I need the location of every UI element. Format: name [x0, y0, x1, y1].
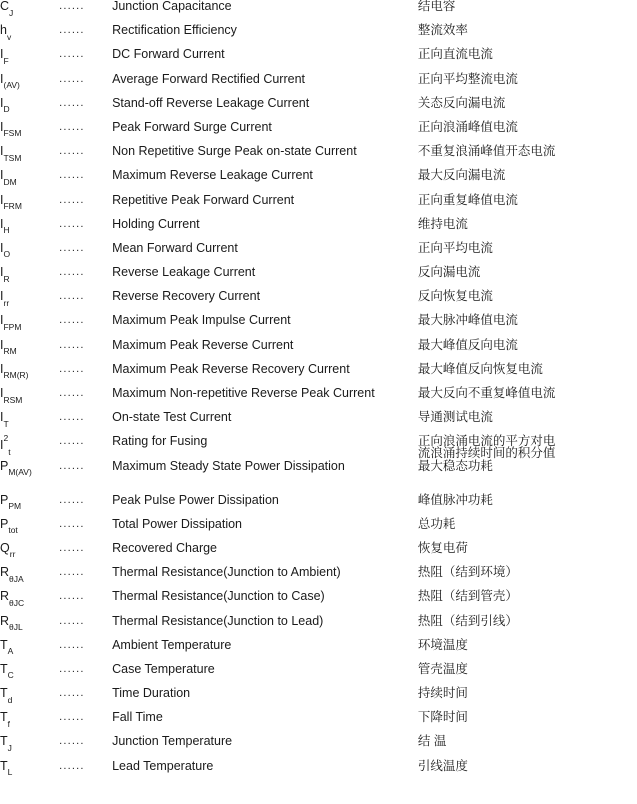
chinese-term-line: 反向漏电流: [417, 265, 481, 280]
symbol-base: I: [0, 168, 4, 183]
dot-leader: ......: [59, 387, 85, 399]
symbol-cell: [0, 663, 59, 687]
dot-leader: ......: [59, 193, 85, 206]
table-row: [0, 663, 637, 687]
chinese-term-line: 引线温度: [417, 758, 468, 773]
symbol-cell: [0, 711, 59, 735]
english-term: Rectification Efficiency: [112, 23, 237, 38]
table-row: [0, 218, 637, 242]
dot-leader: ......: [59, 493, 85, 506]
chinese-term: [418, 687, 637, 711]
english-term: Junction Temperature: [112, 734, 233, 749]
dot-leader: ......: [59, 24, 85, 37]
table-row: [0, 242, 637, 266]
symbol-base: R: [0, 613, 10, 628]
table-row: [0, 97, 637, 121]
dot-leader: ......: [59, 759, 85, 772]
symbol-cell: [0, 145, 59, 169]
english-term: Time Duration: [112, 686, 191, 701]
chinese-term: [418, 266, 637, 290]
symbol-subscript: f: [7, 718, 11, 729]
chinese-term: [418, 363, 637, 387]
symbol-cell: [0, 735, 59, 759]
dot-leader: ......: [59, 459, 85, 472]
chinese-term-line: 结电容: [417, 0, 456, 13]
chinese-term-line: 导通测试电流: [417, 410, 493, 425]
symbol-subscript: TSM: [3, 152, 22, 163]
dot-leader: ......: [59, 435, 85, 448]
symbol-subscript: M(AV): [8, 467, 32, 478]
symbol-cell: [0, 435, 59, 459]
english-term: Thermal Resistance(Junction to Case): [112, 589, 325, 604]
table-row: [0, 290, 637, 314]
symbol-cell: [0, 387, 59, 411]
dot-leader: ......: [59, 411, 85, 424]
symbol-base: I: [0, 144, 4, 159]
english-term: Lead Temperature: [112, 758, 214, 773]
symbol-subscript: T: [3, 418, 9, 429]
symbol-subscript: (AV): [3, 80, 20, 91]
symbol-cell: [0, 687, 59, 711]
chinese-term: [418, 411, 637, 435]
symbol-base: Q: [0, 540, 10, 555]
chinese-term-line: 关态反向漏电流: [417, 95, 506, 110]
symbol-cell: [0, 542, 59, 566]
table-row: [0, 711, 637, 735]
symbol-subscript: θJL: [9, 622, 23, 632]
table-row: [0, 48, 637, 72]
dot-leader: ......: [59, 241, 85, 254]
symbol-base: h: [0, 23, 7, 38]
symbol-cell: [0, 615, 59, 639]
english-term: Stand-off Reverse Leakage Current: [112, 95, 310, 110]
chinese-term: [418, 494, 637, 518]
chinese-term: [418, 169, 637, 193]
symbol-base: T: [0, 661, 8, 676]
symbol-cell: [0, 760, 59, 784]
dot-leader: ......: [59, 0, 85, 12]
symbol-base: I: [0, 192, 4, 207]
table-row: [0, 387, 637, 411]
table-row: [0, 314, 637, 338]
english-term: Rating for Fusing: [112, 434, 208, 449]
table-row: [0, 735, 637, 759]
chinese-term: [418, 0, 637, 24]
table-row: [0, 411, 637, 435]
table-row: [0, 518, 637, 542]
chinese-term: [418, 518, 637, 542]
symbol-base: T: [0, 686, 8, 701]
dot-leader: ......: [59, 169, 85, 182]
symbol-subscript: L: [7, 767, 13, 778]
table-row: [0, 145, 637, 169]
dot-leader: ......: [59, 120, 85, 133]
symbol-base: P: [0, 458, 9, 473]
dot-leader: ......: [59, 96, 85, 109]
symbol-base: I: [0, 240, 4, 255]
symbol-base: I: [0, 47, 4, 62]
table-row: [0, 615, 637, 639]
dot-leader: ......: [59, 662, 85, 675]
chinese-term-line: 最大脉冲峰值电流: [417, 313, 518, 328]
dot-leader: ......: [59, 614, 85, 627]
symbol-cell: [0, 218, 59, 242]
chinese-term: [418, 590, 637, 614]
chinese-term-line: 正向浪涌电流的平方对电: [417, 434, 556, 449]
english-term: DC Forward Current: [112, 47, 225, 62]
table-row: [0, 0, 637, 24]
english-term: Maximum Peak Reverse Current: [112, 337, 294, 352]
english-term: Mean Forward Current: [112, 240, 238, 255]
chinese-term: [418, 24, 637, 48]
symbol-cell: [0, 121, 59, 145]
chinese-term-line: 正向直流电流: [417, 47, 493, 62]
symbol-cell: [0, 363, 59, 387]
table-row: [0, 73, 637, 97]
chinese-term: [418, 542, 637, 566]
table-row: [0, 590, 637, 614]
table-row: [0, 435, 637, 459]
symbol-base: I: [0, 95, 4, 110]
table-row: [0, 687, 637, 711]
dot-leader: ......: [59, 517, 85, 530]
english-term: Junction Capacitance: [112, 0, 232, 13]
symbol-cell: [0, 590, 59, 614]
chinese-term: [418, 194, 637, 218]
symbol-subscript: θJC: [9, 597, 25, 608]
chinese-term-line: 结 温: [417, 734, 447, 749]
table-row: [0, 566, 637, 590]
symbol-subscript: FSM: [3, 128, 22, 139]
symbol-subscript: PM: [8, 501, 22, 512]
symbol-subscript: rr: [9, 549, 16, 560]
chinese-term: [418, 663, 637, 687]
chinese-term: [418, 290, 637, 314]
symbol-subscript: RM: [3, 346, 17, 357]
dot-leader: ......: [59, 711, 85, 724]
chinese-term-line: 维持电流: [417, 216, 468, 231]
dot-leader: ......: [59, 566, 85, 579]
english-term: Repetitive Peak Forward Current: [112, 192, 295, 207]
symbol-base: T: [0, 734, 8, 749]
table-row: [0, 760, 637, 784]
table-row: [0, 121, 637, 145]
chinese-term-line: 最大反向漏电流: [417, 168, 506, 183]
symbol-subscript: D: [3, 104, 10, 115]
symbol-base: T: [0, 758, 8, 773]
english-term: Peak Pulse Power Dissipation: [112, 492, 279, 507]
table-row: [0, 169, 637, 193]
dot-leader: ......: [59, 48, 85, 61]
symbol-subscript: tot: [8, 525, 18, 536]
chinese-term: [418, 73, 637, 97]
symbol-cell: [0, 339, 59, 363]
symbol-cell: [0, 290, 59, 314]
table-row: [0, 542, 637, 566]
symbol-subscript: t: [8, 447, 11, 458]
symbol-base: I: [0, 265, 4, 280]
symbol-base: C: [0, 0, 10, 13]
english-term: Maximum Non-repetitive Reverse Peak Current: [112, 386, 375, 400]
table-row: [0, 194, 637, 218]
chinese-term-line: 热阻（结到引线）: [417, 613, 518, 628]
chinese-term-line: 反向恢复电流: [417, 289, 493, 304]
chinese-term: [418, 435, 637, 459]
chinese-term-line: 最大稳态功耗: [417, 458, 493, 473]
symbol-subscript: A: [7, 646, 14, 657]
table-row: [0, 266, 637, 290]
chinese-term-line: 热阻（结到环境）: [417, 565, 518, 580]
symbol-subscript: θJA: [9, 573, 24, 584]
chinese-term: [418, 711, 637, 735]
chinese-term-line: 最大反向不重复峰值电流: [417, 386, 556, 400]
symbol-subscript: d: [7, 694, 13, 705]
english-term: Maximum Peak Impulse Current: [112, 313, 291, 328]
symbol-base: R: [0, 565, 10, 580]
symbol-subscript: v: [6, 31, 12, 42]
symbol-cell: [0, 518, 59, 542]
chinese-term-line: 持续时间: [417, 686, 468, 701]
dot-leader: ......: [59, 338, 85, 351]
symbol-cell: [0, 24, 59, 48]
symbol-subscript: RSM: [3, 394, 23, 405]
table-row: [0, 24, 637, 48]
chinese-term: [418, 387, 637, 411]
symbol-base: I: [0, 313, 4, 328]
english-term: Thermal Resistance(Junction to Ambient): [112, 565, 341, 580]
symbol-base: I: [0, 289, 4, 304]
chinese-term-line: 不重复浪涌峰值开态电流: [417, 144, 556, 159]
symbol-cell: [0, 266, 59, 290]
symbol-base: I: [0, 216, 4, 231]
dot-leader: ......: [59, 314, 85, 327]
chinese-term: [418, 460, 637, 494]
symbol-subscript: rr: [3, 297, 10, 308]
dot-leader: ......: [59, 638, 85, 651]
dot-leader: ......: [59, 145, 85, 158]
chinese-term-line: 最大峰值反向电流: [417, 337, 518, 352]
symbol-cell: [0, 639, 59, 663]
english-term: Recovered Charge: [112, 540, 218, 555]
english-term: Non Repetitive Surge Peak on-state Current: [112, 144, 357, 159]
chinese-term-line: 热阻（结到管壳）: [417, 589, 518, 604]
symbol-subscript: J: [9, 7, 14, 18]
table-row: [0, 363, 637, 387]
chinese-term-line: 整流效率: [417, 23, 468, 38]
chinese-term-line: 正向平均电流: [417, 240, 493, 255]
english-term: Average Forward Rectified Current: [112, 71, 306, 86]
chinese-term: [418, 48, 637, 72]
english-term: Maximum Steady State Power Dissipation: [112, 458, 345, 473]
symbol-cell: [0, 566, 59, 590]
symbol-base: I: [0, 410, 4, 425]
chinese-term: [418, 339, 637, 363]
symbol-subscript: F: [3, 55, 9, 66]
symbol-subscript: FPM: [3, 321, 22, 332]
dot-leader: ......: [59, 72, 85, 85]
english-term: Total Power Dissipation: [112, 516, 243, 531]
symbol-subscript: R: [3, 273, 10, 284]
chinese-term: [418, 760, 637, 784]
chinese-term-line: 流浪涌持续时间的积分值: [417, 446, 556, 461]
symbol-base: T: [0, 637, 8, 652]
symbol-cell: [0, 73, 59, 97]
symbol-cell: [0, 411, 59, 435]
symbol-base: T: [0, 710, 8, 725]
english-term: Ambient Temperature: [112, 637, 232, 652]
dot-leader: ......: [59, 362, 85, 375]
dot-leader: ......: [59, 735, 85, 748]
chinese-term: [418, 639, 637, 663]
english-term: Thermal Resistance(Junction to Lead): [112, 613, 324, 628]
chinese-term-line: 正向平均整流电流: [417, 71, 518, 86]
chinese-term-line: 下降时间: [417, 710, 468, 725]
table-row: [0, 339, 637, 363]
english-term: Case Temperature: [112, 661, 215, 676]
chinese-term: [418, 615, 637, 639]
dot-leader: ......: [59, 217, 85, 230]
symbol-cell: [0, 194, 59, 218]
table-row: [0, 494, 637, 518]
chinese-term-line: 峰值脉冲功耗: [417, 492, 493, 507]
table-row: [0, 460, 637, 494]
symbol-base: P: [0, 492, 9, 507]
dot-leader: ......: [59, 266, 85, 279]
chinese-term-line: 正向重复峰值电流: [417, 192, 518, 207]
chinese-term: [418, 218, 637, 242]
symbol-cell: [0, 460, 59, 494]
symbol-cell: [0, 48, 59, 72]
symbol-cell: [0, 314, 59, 338]
chinese-term: [418, 735, 637, 759]
symbol-subscript: FRM: [3, 201, 22, 211]
dot-leader: ......: [59, 687, 85, 700]
chinese-term: [418, 145, 637, 169]
chinese-term-line: 正向浪涌峰值电流: [417, 119, 518, 134]
chinese-term: [418, 97, 637, 121]
table-row: [0, 639, 637, 663]
symbol-base: I: [0, 337, 4, 352]
chinese-term-line: 总功耗: [417, 516, 456, 531]
symbol-base: I: [0, 386, 4, 400]
english-term: Maximum Reverse Leakage Current: [112, 168, 313, 183]
symbol-subscript: DM: [3, 176, 17, 187]
symbol-cell: [0, 242, 59, 266]
symbol-subscript: RM(R): [3, 370, 29, 381]
chinese-term: [418, 314, 637, 338]
dot-leader: ......: [59, 541, 85, 554]
chinese-term: [418, 121, 637, 145]
english-term: Holding Current: [112, 216, 200, 231]
symbol-base: R: [0, 589, 10, 604]
symbol-cell: [0, 97, 59, 121]
chinese-term-line: 管壳温度: [417, 661, 468, 676]
chinese-term-line: 最大峰值反向恢复电流: [417, 361, 543, 376]
chinese-term: [418, 242, 637, 266]
symbol-base: I: [0, 361, 4, 376]
symbol-superscript: 2: [3, 433, 9, 444]
symbol-subscript: J: [7, 742, 12, 753]
english-term: Maximum Peak Reverse Recovery Current: [112, 361, 350, 376]
dot-leader: ......: [59, 290, 85, 303]
symbol-cell: [0, 0, 59, 24]
symbol-base: I: [0, 71, 4, 86]
english-term: Reverse Recovery Current: [112, 289, 261, 304]
english-term: Fall Time: [112, 710, 163, 725]
dot-leader: ......: [59, 590, 85, 603]
symbol-cell: [0, 494, 59, 518]
chinese-term-line: 恢复电荷: [417, 540, 468, 555]
symbol-base: I: [0, 119, 4, 134]
english-term: Reverse Leakage Current: [112, 265, 256, 280]
chinese-term: [418, 566, 637, 590]
english-term: On-state Test Current: [112, 410, 232, 425]
symbol-subscript: H: [3, 225, 10, 236]
english-term: Peak Forward Surge Current: [112, 119, 272, 134]
symbol-base: P: [0, 516, 9, 531]
symbol-subscript: C: [7, 670, 14, 681]
symbol-cell: [0, 169, 59, 193]
symbol-subscript: O: [3, 249, 11, 260]
chinese-term-line: 环境温度: [417, 637, 468, 652]
symbol-base: I: [0, 438, 4, 453]
